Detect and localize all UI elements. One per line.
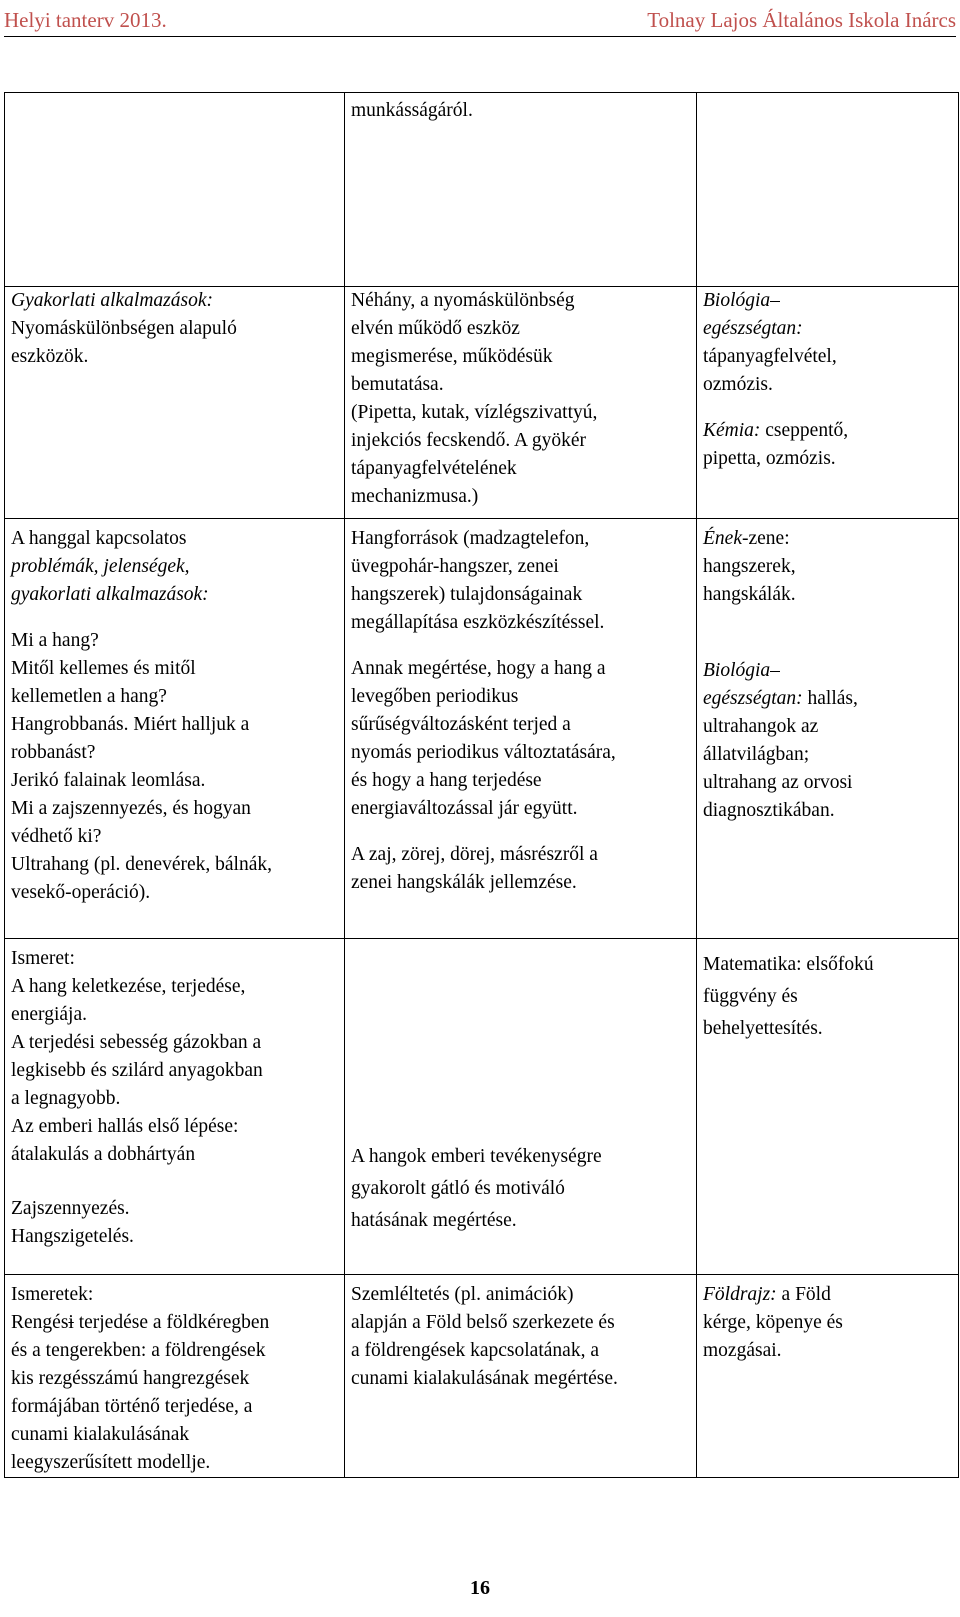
- page-header: [4, 6, 956, 37]
- row3-col3-b-rest: hallás, ultrahangok az állatvilágban; ultrahang az orvosi diagnosztikában.: [703, 688, 858, 821]
- row2-col2: [345, 287, 697, 519]
- curriculum-table: [4, 92, 959, 1478]
- header-right: Tolnay Lajos Általános Iskola Inárcs: [647, 8, 956, 32]
- row2-col2-text: Néhány, a nyomáskülönbség elvén működő eszköz megismerése, működésük bemutatása. (Pipetta, kutak, vízlégszivattyú, injekciós fecskendő. A gyökér tápanyagfelvételének mechanizmusa.): [351, 290, 598, 507]
- row2-col1-title: Gyakorlati alkalmazások:: [11, 290, 214, 311]
- row5-col1: [5, 1275, 345, 1478]
- row2-col3: [697, 287, 959, 519]
- row1-col3: [697, 93, 959, 287]
- row2-col1: [5, 287, 345, 519]
- table-row: [5, 519, 959, 939]
- row2-col1-body: Nyomáskülönbségen alapuló eszközök.: [11, 318, 237, 367]
- row3-col2-b: Annak megértése, hogy a hang a levegőben periodikus sűrűségváltozásként terjed a nyomás periodikus változtatására, és hogy a hang terjedése energiaváltozással jár együtt.: [351, 658, 616, 819]
- row3-col3-a-title: Ének: [703, 528, 742, 549]
- row2-col3-a-title: Biológia– egészségtan:: [703, 290, 803, 339]
- row3-col2: [345, 519, 697, 939]
- row1-col2: [345, 93, 697, 287]
- row2-col3-b-title: Kémia:: [703, 420, 761, 441]
- row4-col2: [345, 939, 697, 1275]
- row3-col1: [5, 519, 345, 939]
- row5-col3-title: Földrajz:: [703, 1284, 777, 1305]
- row4-col3: [697, 939, 959, 1275]
- row5-col3: [697, 1275, 959, 1478]
- row1-col1: [5, 93, 345, 287]
- row5-col1-a: Ismeretek:: [11, 1284, 94, 1305]
- row4-col1: [5, 939, 345, 1275]
- row1-col2-text: munkásságáról.: [351, 100, 473, 121]
- row4-col1-a: Ismeret: A hang keletkezése, terjedése, energiája. A terjedési sebesség gázokban a legkisebb és szilárd anyagokban a legnagyobb. Az emberi hallás első lépése: átalakulás a dobhártyán: [11, 948, 263, 1165]
- row2-col3-b-body: cseppentő, pipetta, ozmózis.: [703, 420, 849, 469]
- header-left: Helyi tanterv 2013.: [4, 8, 167, 32]
- row3-col1-b: problémák, jelenségek, gyakorlati alkalmazások:: [11, 556, 209, 605]
- page-number: 16: [470, 1577, 490, 1599]
- row5-col2-text: Szemléltetés (pl. animációk) alapján a Föld belső szerkezete és a földrengések kapcsolatának, a cunami kialakulásának megértése.: [351, 1284, 618, 1389]
- row5-col2: [345, 1275, 697, 1478]
- row4-col1-b: Zajszennyezés. Hangszigetelés.: [11, 1198, 134, 1247]
- row3-col3: [697, 519, 959, 939]
- row4-col3-text: Matematika: elsőfokú függvény és behelyettesítés.: [703, 954, 874, 1039]
- row3-col3-a-rest: -zene: hangszerek, hangskálák.: [703, 528, 796, 605]
- row3-col1-c: Mi a hang? Mitől kellemes és mitől kellemetlen a hang? Hangrobbanás. Miért halljuk a robbanást? Jerikó falainak leomlása. Mi a zajszennyezés, és hogyan védhető ki? Ultrahang (pl. denevérek, bálnák, vesekő-operáció).: [11, 630, 272, 903]
- row3-col3-b-title: Biológia– egészségtan:: [703, 660, 803, 709]
- row3-col2-a: Hangforrások (madzagtelefon, üvegpohár-hangszer, zenei hangszerek) tulajdonságainak megállapítása eszközkészítéssel.: [351, 528, 605, 633]
- table-row: [5, 93, 959, 287]
- row5-col1-strike: i: [68, 1312, 74, 1333]
- row4-col2-text: A hangok emberi tevékenységre gyakorolt gátló és motiváló hatásának megértése.: [351, 1146, 602, 1231]
- table-row: [5, 939, 959, 1275]
- row2-col3-a-body: tápanyagfelvétel, ozmózis.: [703, 346, 837, 395]
- row3-col2-c: A zaj, zörej, dörej, másrészről a zenei hangskálák jellemzése.: [351, 844, 598, 893]
- row5-col1-b2: terjedése a földkéregben és a tengerekben: a földrengések kis rezgésszámú hangrezgések formájában történő terjedése, a cunami kialakulásának leegyszerűsített modellje.: [11, 1312, 270, 1473]
- row5-col1-b1: Rengés: [11, 1312, 69, 1333]
- table-row: [5, 1275, 959, 1478]
- row3-col1-a: A hanggal kapcsolatos: [11, 528, 187, 549]
- table-row: [5, 287, 959, 519]
- row5-col3-rest: a Föld kérge, köpenye és mozgásai.: [703, 1284, 843, 1361]
